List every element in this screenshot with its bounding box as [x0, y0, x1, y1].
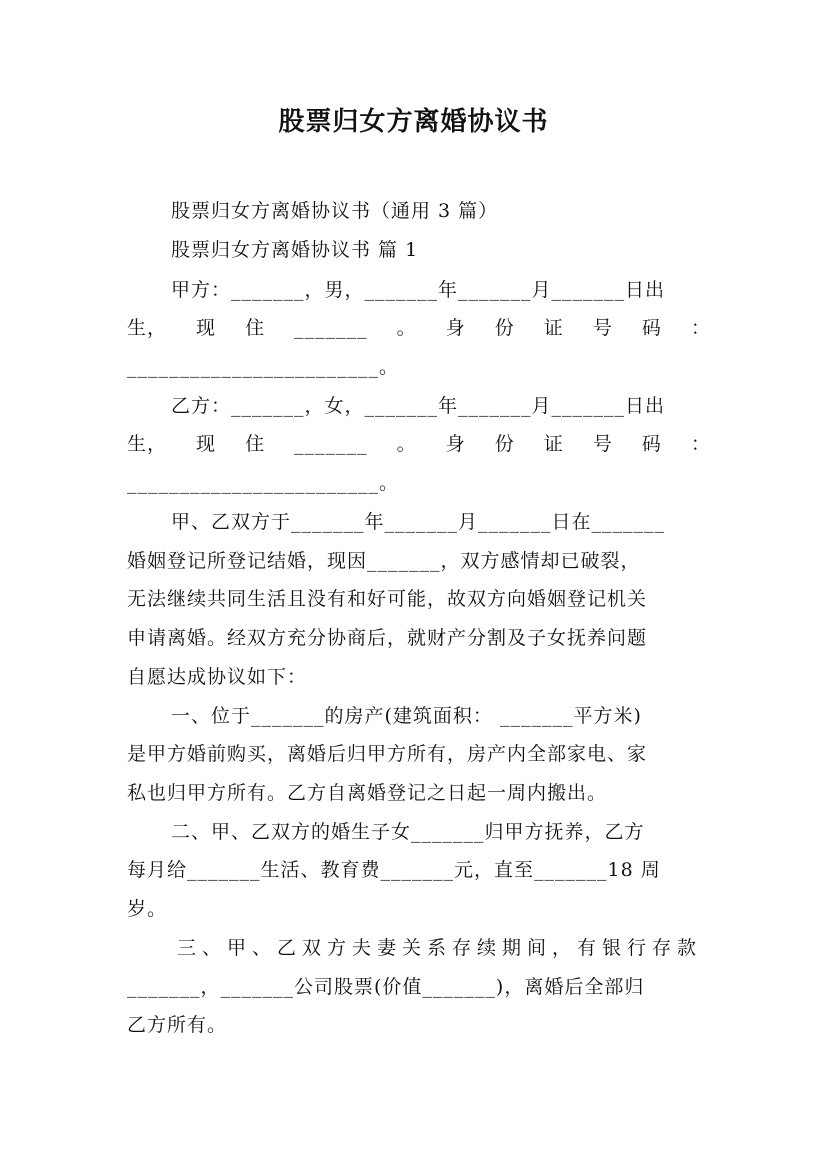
- marriage-paragraph-line-5: 自愿达成协议如下：: [127, 666, 308, 688]
- document-title: 股票归女方离婚协议书: [278, 107, 549, 137]
- clause-2-line-2: 每月给_______生活、教育费_______元，直至_______18 周: [127, 859, 661, 881]
- party-a-line-1: 甲方：_______，男，_______年_______月_______日出: [171, 279, 666, 301]
- clause-1-line-2: 是甲方婚前购买，离婚后归甲方所有，房产内全部家电、家: [127, 743, 648, 765]
- clause-3-line-1: 三、甲、乙双方夫妻关系存续期间，有银行存款: [177, 937, 703, 959]
- party-a-line-2: 生， 现 住 _______ 。 身 份 证 号 码 ：: [127, 317, 711, 339]
- section-heading: 股票归女方离婚协议书 篇 1: [171, 239, 419, 261]
- clause-1-line-3: 私也归甲方所有。乙方自离婚登记之日起一周内搬出。: [127, 782, 608, 804]
- clause-1-line-1: 一、位于_______的房产(建筑面积： _______平方米): [171, 705, 642, 727]
- party-b-line-3: ________________________。: [127, 472, 400, 494]
- subtitle-line: 股票归女方离婚协议书（通用 3 篇）: [171, 200, 499, 222]
- party-b-line-2: 生， 现 住 _______ 。 身 份 证 号 码 ：: [127, 433, 711, 455]
- marriage-paragraph-line-3: 无法继续共同生活且没有和好可能，故双方向婚姻登记机关: [127, 588, 648, 610]
- marriage-paragraph-line-2: 婚姻登记所登记结婚，现因_______，双方感情却已破裂，: [127, 550, 641, 572]
- clause-3-line-3: 乙方所有。: [127, 1014, 228, 1036]
- party-a-line-3: ________________________。: [127, 356, 400, 378]
- clause-2-line-1: 二、甲、乙双方的婚生子女_______归甲方抚养，乙方: [171, 821, 645, 843]
- marriage-paragraph-line-4: 申请离婚。经双方充分协商后，就财产分割及子女抚养问题: [127, 627, 648, 649]
- clause-2-line-3: 岁。: [127, 898, 168, 920]
- clause-3-line-2: _______，_______公司股票(价值_______)，离婚后全部归: [127, 976, 645, 998]
- party-b-line-1: 乙方：_______，女，_______年_______月_______日出: [171, 395, 666, 417]
- marriage-paragraph-line-1: 甲、乙双方于_______年_______月_______日在_______: [171, 511, 666, 533]
